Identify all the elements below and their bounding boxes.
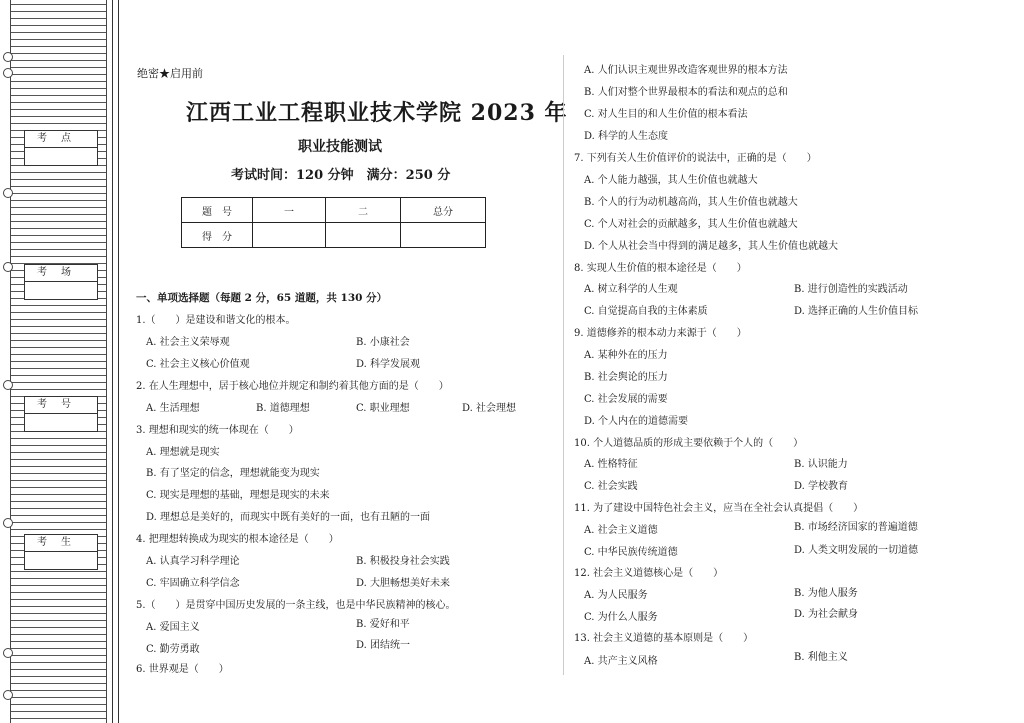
option: D. 科学的人生态度 — [584, 131, 669, 142]
question-stem: 2. 在人生理想中，居于核心地位并规定和制约着其他方面的是（ ） — [136, 381, 449, 392]
option: A. 为人民服务 — [584, 590, 648, 601]
binding-hole — [3, 68, 13, 78]
option: C. 社会发展的需要 — [584, 394, 668, 405]
option: A. 某种外在的压力 — [584, 350, 668, 361]
option: B. 进行创造性的实践活动 — [794, 284, 908, 295]
option: C. 现实是理想的基础，理想是现实的未来 — [146, 490, 330, 501]
option: D. 大胆畅想美好未来 — [356, 578, 451, 589]
question-stem: 9. 道德修养的根本动力来源于（ ） — [574, 328, 747, 339]
score-input-cell[interactable] — [401, 223, 486, 248]
exam-number-field[interactable] — [24, 396, 98, 432]
option: B. 道德理想 — [256, 403, 310, 414]
option: B. 爱好和平 — [356, 619, 410, 630]
option: D. 为社会献身 — [794, 609, 859, 620]
binding-hole — [3, 690, 13, 700]
score-table-row — [182, 223, 486, 248]
exam-number-label: 考号 — [25, 397, 97, 414]
question-stem: 11. 为了建设中国特色社会主义，应当在全社会认真提倡（ ） — [574, 503, 864, 514]
option: A. 树立科学的人生观 — [584, 284, 678, 295]
column-divider — [563, 55, 564, 675]
question-stem: 7. 下列有关人生价值评价的说法中，正确的是（ ） — [574, 153, 817, 164]
option: D. 选择正确的人生价值目标 — [794, 306, 919, 317]
option: A. 社会主义道德 — [584, 525, 658, 536]
question-stem: 1.（ ）是建设和谐文化的根本。 — [136, 315, 296, 326]
option: B. 市场经济国家的普遍道德 — [794, 522, 918, 533]
option: C. 自觉提高自我的主体素质 — [584, 306, 708, 317]
option: C. 勤劳勇敢 — [146, 644, 200, 655]
confidential-mark: 绝密★启用前 — [137, 67, 203, 80]
binding-hole — [3, 518, 13, 528]
exam-room-label: 考场 — [25, 265, 97, 282]
question-stem: 5.（ ）是贯穿中国历史发展的一条主线，也是中华民族精神的核心。 — [136, 600, 456, 611]
score-input-cell[interactable] — [326, 223, 401, 248]
question-stem: 3. 理想和现实的统一体现在（ ） — [136, 425, 299, 436]
question-stem: 13. 社会主义道德的基本原则是（ ） — [574, 633, 754, 644]
option: D. 科学发展观 — [356, 359, 421, 370]
option: A. 性格特征 — [584, 459, 638, 470]
option: B. 小康社会 — [356, 337, 410, 348]
option: A. 爱国主义 — [146, 622, 200, 633]
option: B. 为他人服务 — [794, 588, 858, 599]
option: D. 个人内在的道德需要 — [584, 416, 689, 427]
option: B. 人们对整个世界最根本的看法和观点的总和 — [584, 87, 788, 98]
option: A. 社会主义荣辱观 — [146, 337, 230, 348]
candidate-label: 考生 — [25, 535, 97, 552]
exam-site-label: 考点 — [25, 131, 97, 148]
option: A. 人们认识主观世界改造客观世界的根本方法 — [584, 65, 788, 76]
option: B. 个人的行为动机越高尚，其人生价值也就越大 — [584, 197, 798, 208]
option: C. 社会实践 — [584, 481, 638, 492]
binding-hole — [3, 52, 13, 62]
section-heading: 一、单项选择题（每题 2 分，65 道题，共 130 分） — [136, 292, 388, 304]
option: C. 职业理想 — [356, 403, 410, 414]
option: A. 共产主义风格 — [584, 656, 658, 667]
exam-subtitle: 职业技能测试 — [298, 139, 382, 155]
binding-rule — [118, 0, 119, 723]
score-table-cell: 题 号 — [182, 198, 253, 223]
option: A. 生活理想 — [146, 403, 200, 414]
option: D. 理想总是美好的，而现实中既有美好的一面，也有丑陋的一面 — [146, 512, 431, 523]
binding-rule — [112, 0, 113, 723]
option: C. 社会主义核心价值观 — [146, 359, 250, 370]
option: C. 牢固确立科学信念 — [146, 578, 240, 589]
exam-room-field[interactable] — [24, 264, 98, 300]
option: A. 认真学习科学理论 — [146, 556, 240, 567]
question-stem: 6. 世界观是（ ） — [136, 664, 229, 675]
option: A. 理想就是现实 — [146, 447, 220, 458]
option: B. 认识能力 — [794, 459, 848, 470]
option: D. 个人从社会当中得到的满足越多，其人生价值也就越大 — [584, 241, 839, 252]
score-input-cell[interactable] — [253, 223, 326, 248]
option: B. 有了坚定的信念，理想就能变为现实 — [146, 468, 320, 479]
binding-holes — [3, 0, 13, 723]
exam-site-field[interactable] — [24, 130, 98, 166]
binding-lines — [10, 0, 107, 723]
exam-title: 江西工业工程职业技术学院 2023 年 — [186, 100, 568, 126]
option: D. 人类文明发展的一切道德 — [794, 545, 919, 556]
question-stem: 10. 个人道德品质的形成主要依赖于个人的（ ） — [574, 438, 804, 449]
option: C. 个人对社会的贡献越多，其人生价值也就越大 — [584, 219, 798, 230]
score-table — [181, 197, 486, 248]
option: C. 对人生目的和人生价值的根本看法 — [584, 109, 748, 120]
exam-info: 考试时间：120 分钟 满分：250 分 — [231, 168, 451, 183]
option: C. 为什么人服务 — [584, 612, 658, 623]
score-table-row — [182, 198, 486, 223]
question-stem: 8. 实现人生价值的根本途径是（ ） — [574, 263, 747, 274]
binding-hole — [3, 188, 13, 198]
option: B. 积极投身社会实践 — [356, 556, 450, 567]
binding-hole — [3, 262, 13, 272]
binding-hole — [3, 380, 13, 390]
score-table-cell: 一 — [253, 198, 326, 223]
candidate-field[interactable] — [24, 534, 98, 570]
option: D. 团结统一 — [356, 640, 411, 651]
option: C. 中华民族传统道德 — [584, 547, 678, 558]
option: D. 社会理想 — [462, 403, 517, 414]
score-table-cell: 得 分 — [182, 223, 253, 248]
score-table-cell: 二 — [326, 198, 401, 223]
score-table-cell: 总分 — [401, 198, 486, 223]
option: D. 学校教育 — [794, 481, 849, 492]
question-stem: 12. 社会主义道德核心是（ ） — [574, 568, 724, 579]
option: A. 个人能力越强，其人生价值也就越大 — [584, 175, 758, 186]
question-stem: 4. 把理想转换成为现实的根本途径是（ ） — [136, 534, 339, 545]
option: B. 利他主义 — [794, 652, 848, 663]
binding-hole — [3, 648, 13, 658]
binding-margin — [0, 0, 122, 723]
option: B. 社会舆论的压力 — [584, 372, 668, 383]
